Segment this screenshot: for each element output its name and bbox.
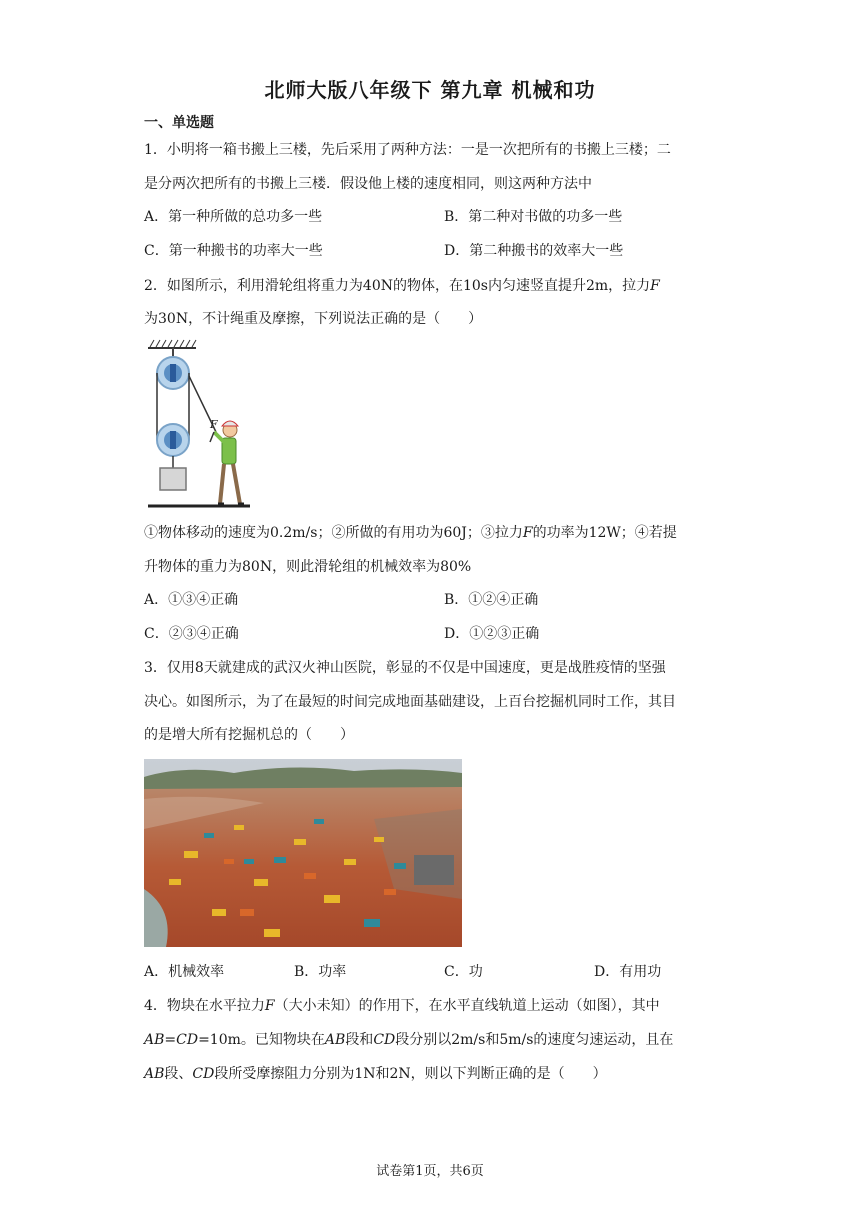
page-footer: 试卷第1页，共6页 bbox=[376, 1164, 484, 1179]
q3-option-b: B．功率 bbox=[294, 964, 347, 980]
q2-option-c: C．②③④正确 bbox=[144, 626, 239, 642]
q4-line-1 bbox=[144, 996, 724, 1016]
construction-site-photo bbox=[144, 759, 462, 947]
page-title: 北师大版八年级下 第九章 机械和功 bbox=[264, 78, 596, 102]
q2-line-4: 升物体的重力为80N，则此滑轮组的机械效率为80% bbox=[144, 559, 472, 575]
force-label: F bbox=[210, 418, 218, 431]
q3-line-3: 的是增大所有挖掘机总的（ ） bbox=[144, 727, 354, 743]
q1-option-b: B．第二种对书做的功多一些 bbox=[444, 209, 623, 225]
q1-option-d: D．第二种搬书的效率大一些 bbox=[444, 243, 624, 259]
q3-option-d: D．有用功 bbox=[594, 964, 662, 980]
q2-option-a: A．①③④正确 bbox=[144, 592, 239, 608]
q2-line-1 bbox=[144, 276, 724, 296]
q2-option-b: B．①②④正确 bbox=[444, 592, 539, 608]
q3-option-c: C．功 bbox=[444, 964, 483, 980]
q2-line-2: 为30N，不计绳重及摩擦，下列说法正确的是（ ） bbox=[144, 311, 483, 327]
q3-line-1: 3．仅用8天就建成的武汉火神山医院，彰显的不仅是中国速度，更是战胜疫情的坚强 bbox=[144, 660, 666, 676]
q2-line-3 bbox=[144, 523, 724, 543]
q4-line-3 bbox=[144, 1064, 724, 1084]
q3-line-2: 决心。如图所示，为了在最短的时间完成地面基础建设，上百台挖掘机同时工作，其目 bbox=[144, 694, 676, 710]
q2-line-3-text-a: ①物体移动的速度为0.2m/s；②所做的有用功为60J；③拉力 bbox=[144, 525, 523, 541]
q3-option-a: A．机械效率 bbox=[144, 964, 225, 980]
q2-line-3-force-var: F bbox=[522, 525, 533, 541]
q4-var-ab-3: AB bbox=[144, 1066, 165, 1082]
q4-var-cd-3: CD bbox=[192, 1066, 215, 1082]
pulley-system-figure bbox=[144, 336, 254, 512]
q4-line-1-text-b: （大小未知）的作用下，在水平直线轨道上运动（如图），其中 bbox=[274, 998, 660, 1014]
q2-line-3-text-b: 的功率为12W；④若提 bbox=[532, 525, 677, 541]
q4-var-ab-2: AB bbox=[324, 1032, 346, 1048]
q2-option-d: D．①②③正确 bbox=[444, 626, 540, 642]
q4-force-var: F bbox=[264, 998, 275, 1014]
q4-var-cd-2: CD bbox=[373, 1032, 396, 1048]
q4-var-ab: AB bbox=[144, 1032, 165, 1048]
section-heading: 一、单选题 bbox=[144, 115, 214, 131]
q4-line-3-text-b: 段所受摩擦阻力分别为1N和2N，则以下判断正确的是（ ） bbox=[214, 1066, 607, 1082]
q4-line-2-text-b: 段和 bbox=[345, 1032, 374, 1048]
q1-option-c: C．第一种搬书的功率大一些 bbox=[144, 243, 323, 259]
q4-equals: = bbox=[164, 1032, 177, 1048]
q4-line-3-text-a: 段、 bbox=[164, 1066, 193, 1082]
q4-var-cd: CD bbox=[176, 1032, 199, 1048]
q4-line-2 bbox=[144, 1030, 724, 1050]
q4-line-2-text-c: 段分别以2m/s和5m/s的速度匀速运动，且在 bbox=[395, 1032, 674, 1048]
q4-line-2-text-a: =10m。已知物块在 bbox=[198, 1032, 325, 1048]
q1-line-2: 是分两次把所有的书搬上三楼．假设他上楼的速度相同，则这两种方法中 bbox=[144, 176, 592, 192]
q2-force-var: F bbox=[650, 278, 660, 294]
q1-line-1: 1．小明将一箱书搬上三楼，先后采用了两种方法：一是一次把所有的书搬上三楼；二 bbox=[144, 142, 671, 158]
q4-line-1-text-a: 4．物块在水平拉力 bbox=[144, 998, 265, 1014]
q2-line-1-text: 2．如图所示，利用滑轮组将重力为40N的物体，在10s内匀速竖直提升2m，拉力 bbox=[144, 278, 651, 294]
q1-option-a: A．第一种所做的总功多一些 bbox=[144, 209, 323, 225]
